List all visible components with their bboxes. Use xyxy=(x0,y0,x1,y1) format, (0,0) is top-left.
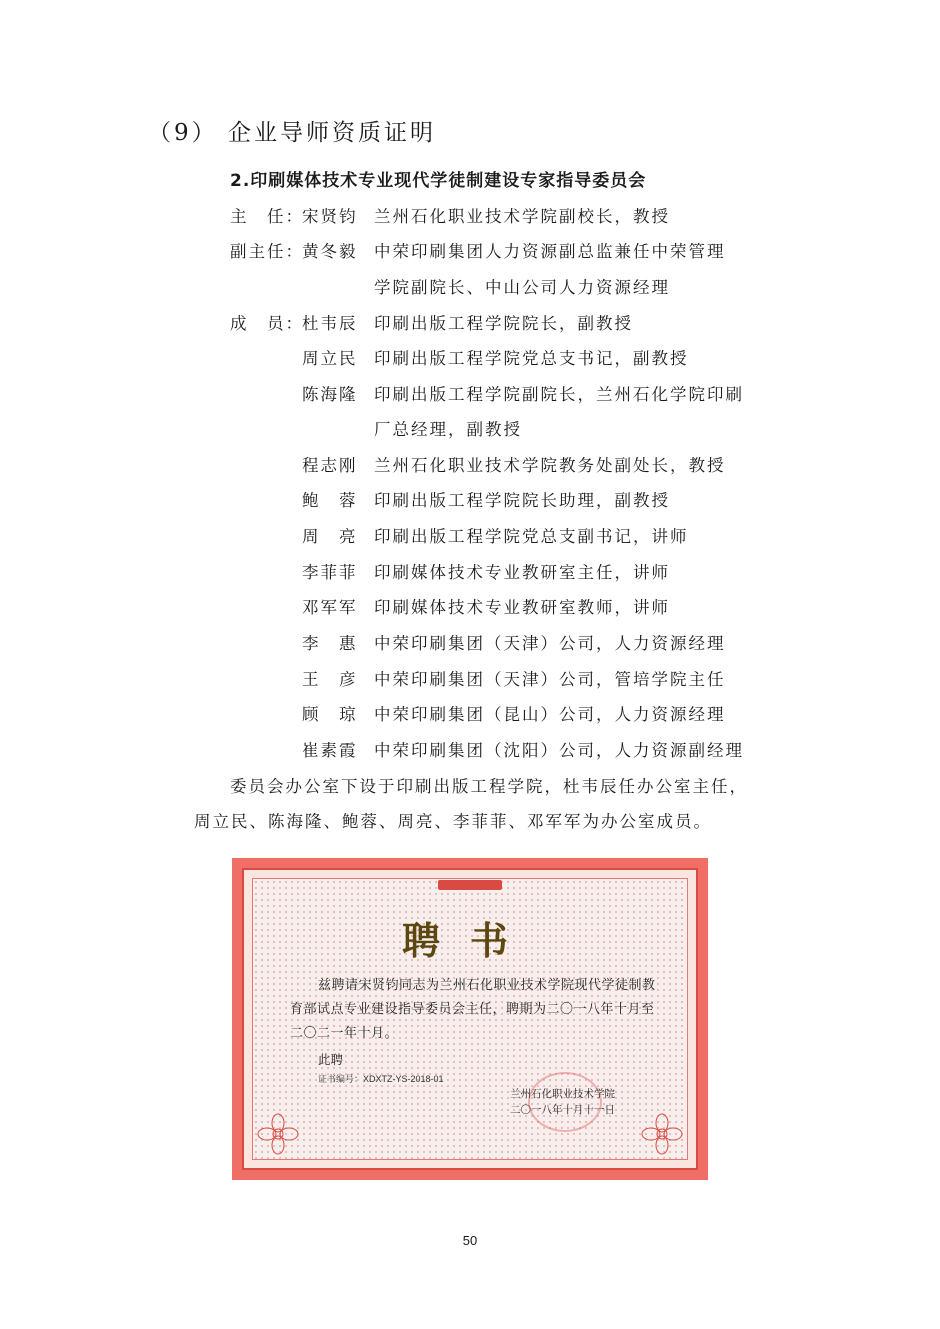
person-title: 印刷出版工程学院党总支副书记，讲师 xyxy=(374,527,689,546)
office-paragraph-line1: 委员会办公室下设于印刷出版工程学院，杜韦辰任办公室主任， xyxy=(230,777,748,796)
person-name: 黄冬毅 xyxy=(302,242,358,261)
person-title: 印刷出版工程学院院长，副教授 xyxy=(374,314,633,333)
person-title: 中荣印刷集团人力资源副总监兼任中荣管理 xyxy=(374,242,726,261)
role-label: 副主任： xyxy=(230,242,304,261)
role-label: 成 员： xyxy=(230,314,304,333)
person-title: 中荣印刷集团（天津）公司，管培学院主任 xyxy=(374,670,726,689)
certificate-number: 证书编号：XDXTZ-YS-2018-01 xyxy=(318,1074,444,1084)
person-title-cont: 学院副院长、中山公司人力资源经理 xyxy=(374,278,670,297)
person-title: 中荣印刷集团（天津）公司，人力资源经理 xyxy=(374,634,726,653)
person-title: 兰州石化职业技术学院教务处副处长，教授 xyxy=(374,456,726,475)
person-title: 印刷出版工程学院副院长，兰州石化学院印刷 xyxy=(374,385,744,404)
person-name: 李菲菲 xyxy=(302,563,358,582)
person-title: 中荣印刷集团（昆山）公司，人力资源经理 xyxy=(374,705,726,724)
person-title: 兰州石化职业技术学院副校长，教授 xyxy=(374,207,670,226)
person-name: 周 亮 xyxy=(302,527,358,546)
person-title: 印刷出版工程学院院长助理，副教授 xyxy=(374,491,670,510)
person-title: 印刷出版工程学院党总支书记，副教授 xyxy=(374,349,689,368)
role-label: 主 任： xyxy=(230,207,304,226)
certificate-top-ornament xyxy=(438,880,502,890)
certificate-date: 二〇一八年十月十一日 xyxy=(510,1104,615,1116)
person-name: 顾 琼 xyxy=(302,705,358,724)
person-name: 陈海隆 xyxy=(302,385,358,404)
section-title: （9） 企业导师资质证明 xyxy=(148,120,436,146)
certificate-title: 聘书 xyxy=(401,918,538,963)
page-number: 50 xyxy=(462,1233,478,1248)
office-paragraph-line2: 周立民、陈海隆、鲍蓉、周亮、李菲菲、邓军军为办公室成员。 xyxy=(194,812,712,831)
appointment-certificate xyxy=(232,858,708,1180)
committee-heading: 2.印刷媒体技术专业现代学徒制建设专家指导委员会 xyxy=(230,171,647,191)
person-name: 程志刚 xyxy=(302,456,358,475)
certificate-body: 兹聘请宋贤钧同志为兰州石化职业技术学院现代学徒制教育部试点专业建设指导委员会主任，聘期为二〇一八年十月至二〇二一年十月。 xyxy=(290,978,656,1041)
person-title: 中荣印刷集团（沈阳）公司，人力资源副经理 xyxy=(374,741,744,760)
person-name: 周立民 xyxy=(302,349,358,368)
person-name: 李 惠 xyxy=(302,634,358,653)
person-name: 崔素霞 xyxy=(302,741,358,760)
person-title: 印刷媒体技术专业教研室教师，讲师 xyxy=(374,598,670,617)
certificate-issuer: 兰州石化职业技术学院 xyxy=(510,1088,615,1100)
person-name: 王 彦 xyxy=(302,670,358,689)
person-name: 宋贤钧 xyxy=(302,207,358,226)
flower-ornament-icon xyxy=(256,1112,300,1156)
person-title: 印刷媒体技术专业教研室主任，讲师 xyxy=(374,563,670,582)
person-title-cont: 厂总经理，副教授 xyxy=(374,420,522,439)
person-name: 邓军军 xyxy=(302,598,358,617)
person-name: 鲍 蓉 xyxy=(302,491,358,510)
certificate-closing: 此聘 xyxy=(318,1052,344,1067)
flower-ornament-icon xyxy=(640,1112,684,1156)
person-name: 杜韦辰 xyxy=(302,314,358,333)
